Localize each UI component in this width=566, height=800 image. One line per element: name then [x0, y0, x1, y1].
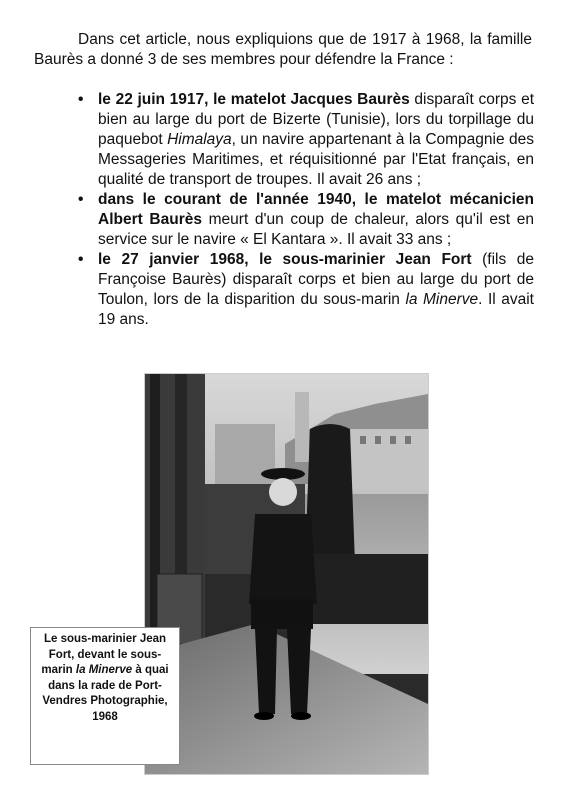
list-item	[76, 250, 534, 330]
bullet-icon: •	[78, 91, 84, 108]
item-text: meurt d'un coup de chaleur, alors qu'il est en service sur le navire « El Kantara ». Il avait 33 ans ;	[98, 211, 534, 248]
bullet-icon: •	[78, 251, 84, 268]
caption-text-end: à quai dans la rade de Port-Vendres Photographie, 1968	[42, 664, 169, 723]
item-text: (fils de Françoise Baurès) disparaît corps et bien au large du port de Toulon, lors de la disparition du sous-marin	[98, 251, 534, 308]
photo-caption	[30, 627, 180, 765]
item-bold: le 27 janvier 1968, le sous-marinier Jean Fort	[98, 251, 472, 268]
intro-paragraph: Dans cet article, nous expliquions que de 1917 à 1968, la famille Baurès a donné 3 de ses membres pour défendre la France :	[34, 31, 532, 68]
item-text-end: . Il avait 19 ans.	[98, 291, 534, 328]
list-item	[76, 190, 534, 250]
casualty-list	[76, 90, 534, 330]
item-text-end: , un navire appartenant à la Compagnie des Messageries Maritimes, et réquisitionné par l'Etat français, en qualité de transport de troupes. Il avait 26 ans ;	[98, 131, 534, 188]
photo	[144, 373, 429, 775]
list-item	[76, 90, 534, 190]
caption-italic: la Minerve	[75, 664, 133, 676]
item-bold: dans le courant de l'année 1940, le matelot mécanicien Albert Baurès	[98, 191, 534, 228]
photo-image	[145, 374, 428, 774]
caption-text: Le sous-marinier Jean Fort, devant le sous-marin	[41, 633, 167, 676]
bullet-icon: •	[78, 191, 84, 208]
item-italic: Himalaya	[167, 131, 232, 148]
item-text: disparaît corps et bien au large du port de Bizerte (Tunisie), lors du torpillage du paquebot	[98, 91, 534, 148]
item-italic: la Minerve	[405, 291, 479, 308]
item-bold: le 22 juin 1917, le matelot Jacques Baurès	[98, 91, 410, 108]
